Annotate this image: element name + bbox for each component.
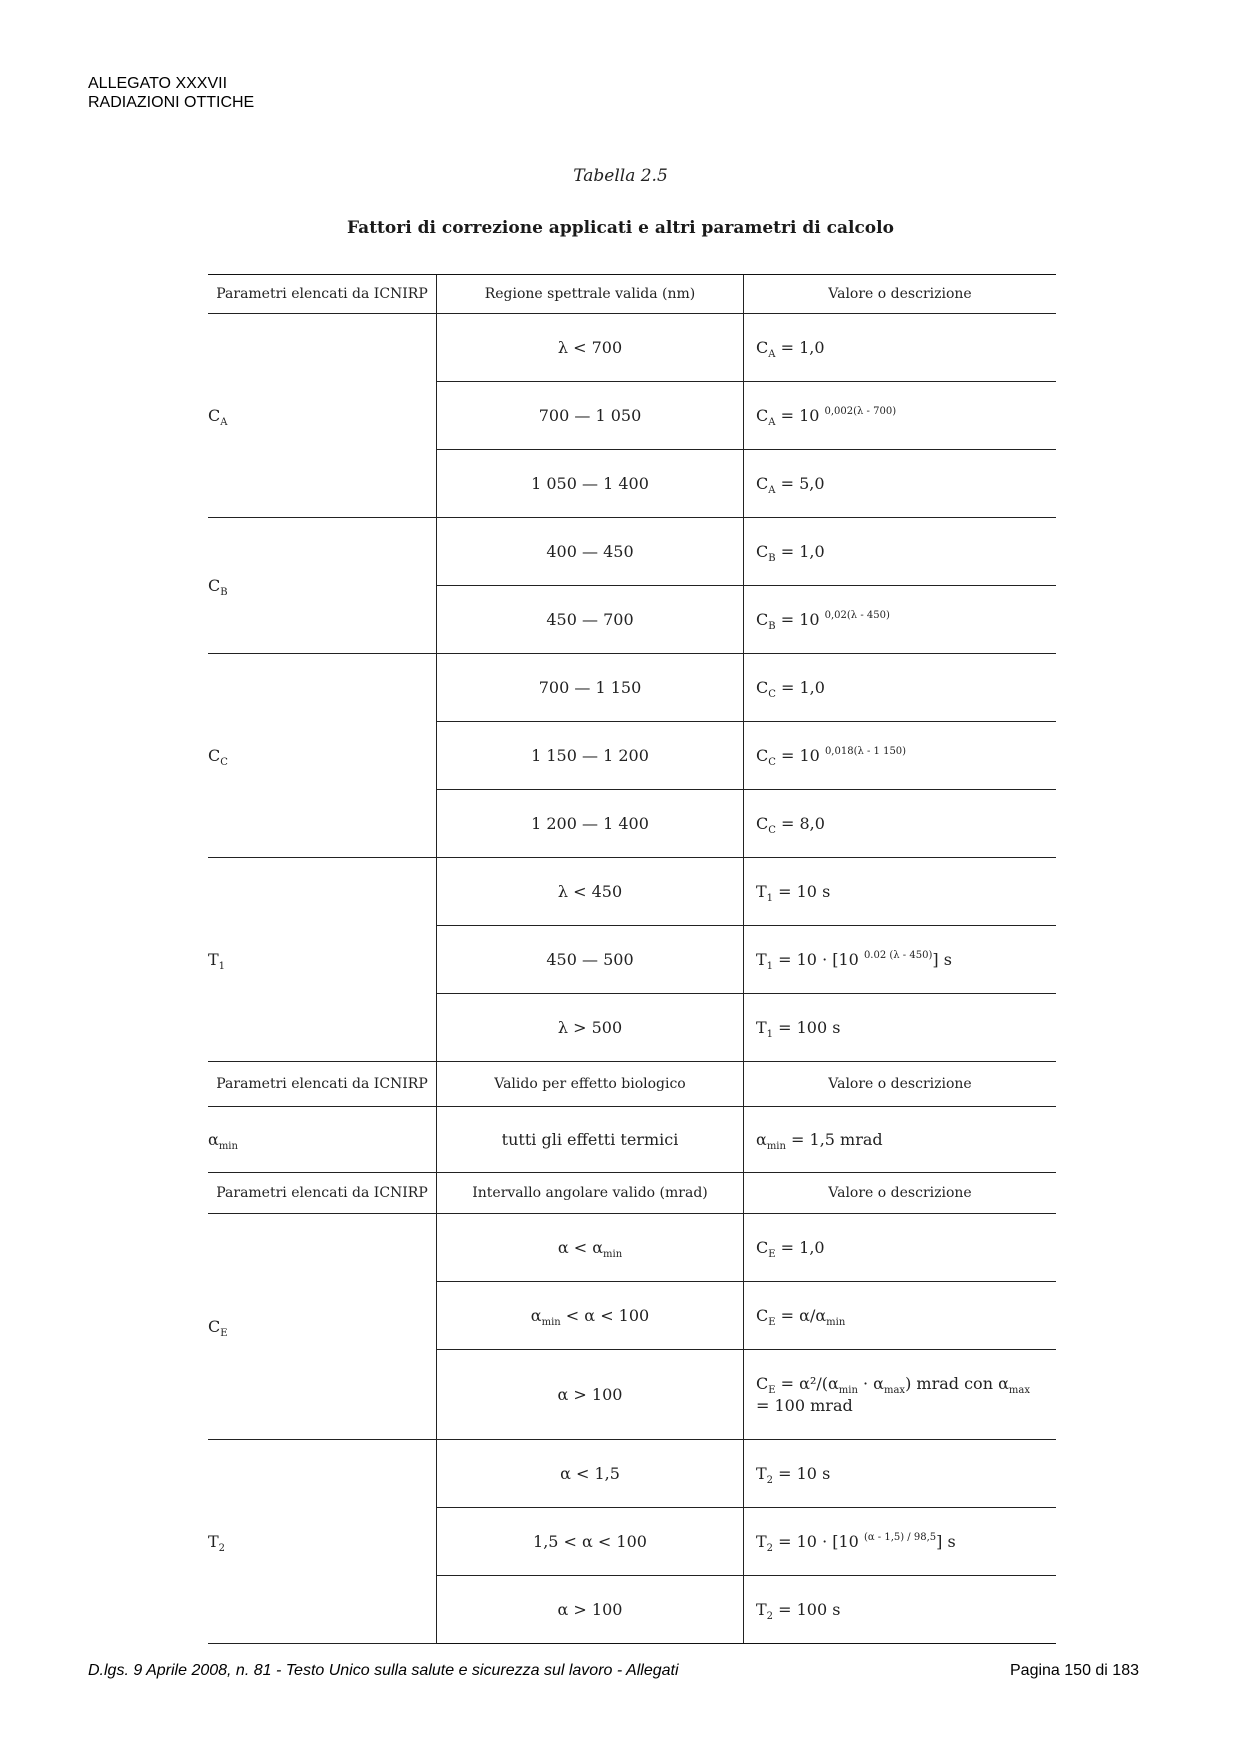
table-header-row: [208, 1173, 1056, 1214]
value-cell: $C_A = 5,0$: [744, 450, 1057, 518]
value-cell: $T_1 = 10$ s: [744, 858, 1057, 926]
parameter-cell: $C_A$: [208, 314, 437, 518]
range-cell: α > 100: [437, 1350, 744, 1440]
table-row: [208, 1440, 1056, 1508]
value-cell: $C_C = 1,0$: [744, 654, 1057, 722]
value-cell: $C_C = 10$ $^{0,018(\lambda - 1 150)}$: [744, 722, 1057, 790]
value-cell: $C_A = 1,0$: [744, 314, 1057, 382]
column-header: Intervallo angolare valido (mrad): [437, 1173, 744, 1214]
parameter-cell: $T_2$: [208, 1440, 437, 1644]
parameter-cell: $C_B$: [208, 518, 437, 654]
range-cell: α < 1,5: [437, 1440, 744, 1508]
region-cell: 700 — 1 150: [437, 654, 744, 722]
column-header: Valore o descrizione: [744, 1062, 1057, 1107]
table-title: Fattori di correzione applicati e altri parametri di calcolo: [347, 218, 894, 238]
table-header-row: [208, 275, 1056, 314]
table-row: [208, 1107, 1056, 1173]
column-header: Parametri elencati da ICNIRP: [208, 1173, 437, 1214]
parameter-cell: $\alpha_{min}$: [208, 1107, 437, 1173]
region-cell: λ < 450: [437, 858, 744, 926]
footer-citation: D.lgs. 9 Aprile 2008, n. 81 - Testo Unico sulla salute e sicurezza sul lavoro - Allegati: [88, 1662, 679, 1679]
table-row: [208, 518, 1056, 586]
region-cell: λ < 700: [437, 314, 744, 382]
region-cell: 1 200 — 1 400: [437, 790, 744, 858]
range-cell: $\alpha < \alpha_{min}$: [437, 1214, 744, 1282]
value-cell: $T_2 = 100$ s: [744, 1576, 1057, 1644]
column-header: Valore o descrizione: [744, 275, 1057, 314]
header-line-2: RADIAZIONI OTTICHE: [88, 94, 255, 111]
column-header: Regione spettrale valida (nm): [437, 275, 744, 314]
region-cell: λ > 500: [437, 994, 744, 1062]
column-header: Valore o descrizione: [744, 1173, 1057, 1214]
table-row: [208, 858, 1056, 926]
region-cell: 450 — 700: [437, 586, 744, 654]
column-header: Parametri elencati da ICNIRP: [208, 1062, 437, 1107]
parameter-cell: $T_1$: [208, 858, 437, 1062]
value-cell: $C_E = \alpha/\alpha_{min}$: [744, 1282, 1057, 1350]
parameter-cell: $C_C$: [208, 654, 437, 858]
value-cell: $C_E = \alpha^2/(\alpha_{min} \cdot \alpha_{max})$ mrad con $\alpha_{max} = 100$ mrad: [744, 1350, 1057, 1440]
value-cell: $T_1 = 10 \cdot [10$ $^{0.02 (\lambda - 450)}$] s: [744, 926, 1057, 994]
parameter-cell: $C_E$: [208, 1214, 437, 1440]
value-cell: $C_A = 10$ $^{0,002(\lambda - 700)}$: [744, 382, 1057, 450]
value-cell: $\alpha_{min} = 1,5$ mrad: [744, 1107, 1057, 1173]
column-header: Parametri elencati da ICNIRP: [208, 275, 437, 314]
column-header: Valido per effetto biologico: [437, 1062, 744, 1107]
region-cell: 400 — 450: [437, 518, 744, 586]
value-cell: $C_C = 8,0$: [744, 790, 1057, 858]
table-number: Tabella 2.5: [573, 166, 668, 186]
value-cell: $C_E = 1,0$: [744, 1214, 1057, 1282]
value-cell: $C_B = 1,0$: [744, 518, 1057, 586]
region-cell: 1 150 — 1 200: [437, 722, 744, 790]
range-cell: $\alpha_{min} < \alpha < 100$: [437, 1282, 744, 1350]
region-cell: 450 — 500: [437, 926, 744, 994]
value-cell: $T_2 = 10 \cdot [10$ $^{(\alpha - 1,5) / 98,5}$] s: [744, 1508, 1057, 1576]
page-header: [88, 74, 254, 112]
header-line-1: ALLEGATO XXXVII: [88, 75, 228, 92]
table-row: [208, 654, 1056, 722]
region-cell: 1 050 — 1 400: [437, 450, 744, 518]
correction-factors-table: [208, 274, 1056, 1644]
value-cell: $T_2 = 10$ s: [744, 1440, 1057, 1508]
range-cell: α > 100: [437, 1576, 744, 1644]
range-cell: 1,5 < α < 100: [437, 1508, 744, 1576]
effect-cell: tutti gli effetti termici: [437, 1107, 744, 1173]
table-row: [208, 1214, 1056, 1282]
region-cell: 700 — 1 050: [437, 382, 744, 450]
value-cell: $C_B = 10$ $^{0,02(\lambda - 450)}$: [744, 586, 1057, 654]
table-header-row: [208, 1062, 1056, 1107]
page-number: Pagina 150 di 183: [1010, 1662, 1139, 1679]
value-cell: $T_1 = 100$ s: [744, 994, 1057, 1062]
table-row: [208, 314, 1056, 382]
